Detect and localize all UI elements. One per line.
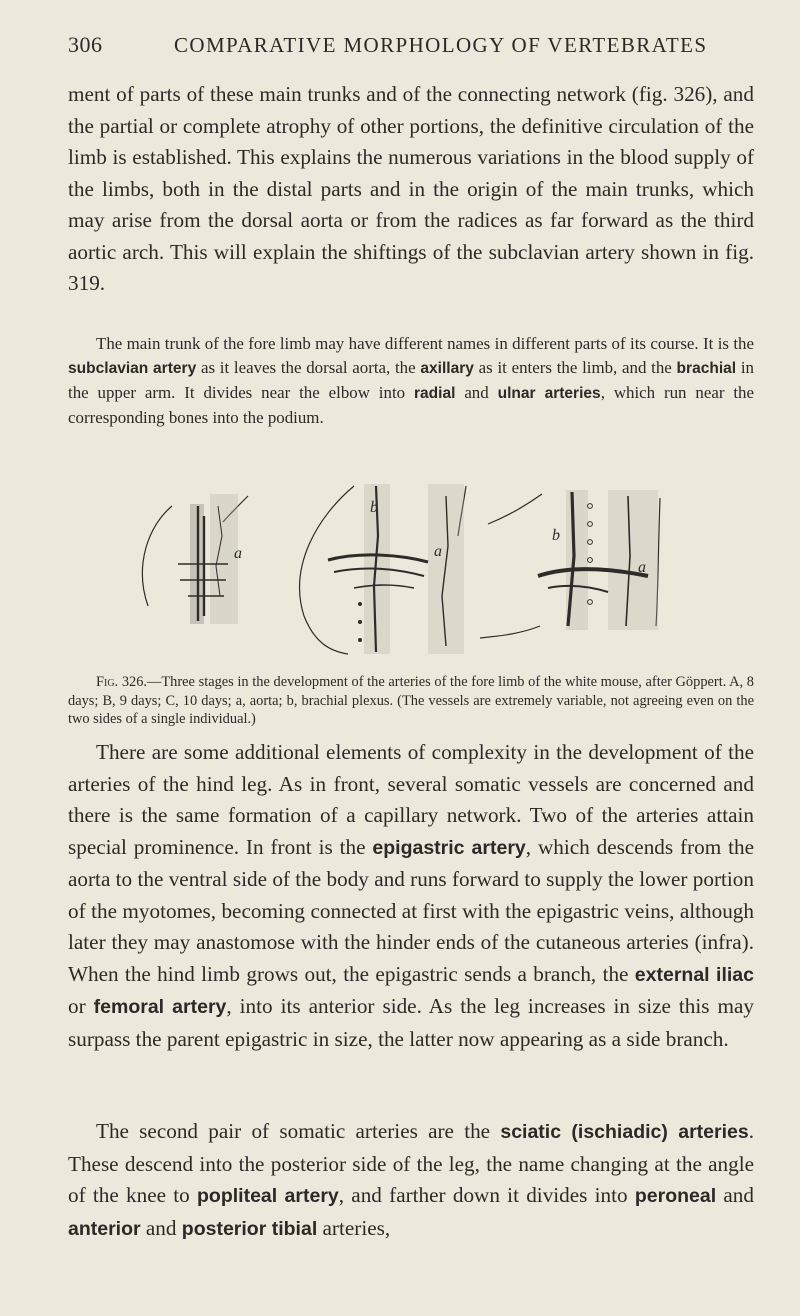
term-anterior: anterior — [68, 1217, 141, 1240]
figure-326-illustration — [128, 476, 676, 664]
label-b-stage-b: b — [370, 499, 378, 516]
term-subclavian: subclavian — [68, 359, 149, 377]
stage-c-outline-top — [488, 494, 542, 524]
text-run: or — [68, 994, 94, 1018]
term-femoral-artery: femoral artery — [93, 996, 227, 1018]
label-a-stage-b: a — [434, 543, 442, 560]
figure-caption — [68, 673, 754, 729]
term-artery: artery — [153, 359, 197, 377]
text-run: , and farther down it divides into — [338, 1183, 635, 1207]
term-sciatic-arteries: sciatic (ischiadic) arteries — [500, 1121, 749, 1143]
text-run: and — [140, 1215, 182, 1240]
stage-c-outline-bottom — [480, 626, 540, 638]
term-axillary: axillary — [420, 359, 474, 377]
text-run: as it enters the limb, and the — [473, 357, 677, 377]
term-posterior-tibial: posterior tibial — [181, 1217, 318, 1240]
term-brachial: brachial — [676, 359, 737, 377]
term-radial: radial — [413, 384, 456, 402]
running-title: COMPARATIVE MORPHOLOGY OF VERTEBRATES — [174, 33, 708, 57]
text-run: arteries, — [317, 1215, 391, 1240]
page-number: 306 — [68, 32, 103, 57]
caption-label: Fig. 326. — [96, 674, 147, 690]
paragraph-hind-leg-arteries — [68, 737, 754, 1055]
paragraph-sciatic-arteries — [68, 1116, 754, 1245]
caption-text: —Three stages in the development of the arteries of the fore limb of the white mouse, after Göppert. A, 8 days; B, 9 days; C, 10 days; a, aorta; b, brachial plexus. (The vessels are extremely variable, not agreeing even on the two sides of a single individual.) — [68, 674, 754, 728]
term-popliteal-artery: popliteal artery — [197, 1185, 339, 1207]
text-run: , which descends from the aorta to the ventral side of the body and runs forward to supply the lower portion of the myotomes, becoming connected at first with the epigastric veins, although later they may anastomose with the hinder ends of the cutaneous arteries (infra). When the hind limb grows out, the epigastric sends a branch, the — [68, 834, 755, 986]
stage-a-vessels — [178, 494, 238, 624]
text-run: , into its anterior side. As the leg increases in size this may surpass the parent epigastric in size, the latter now appearing as a side branch. — [68, 994, 754, 1051]
text-run: in the upper arm. It divides near the elbow into — [68, 357, 754, 402]
text-run: , which run near the corresponding bones into the podium. — [68, 382, 754, 427]
label-a-stage-a: a — [234, 545, 242, 562]
term-epigastric-artery: epigastric artery — [372, 836, 526, 859]
term-external-iliac: external iliac — [634, 963, 754, 986]
term-ulnar-arteries: ulnar arteries — [497, 384, 601, 402]
stage-b-vessels — [328, 484, 464, 654]
paragraph-limb-circulation: ment of parts of these main trunks and of the connecting network (fig. 326), and the partial or complete atrophy of other portions, the definitive circulation of the limb is established. This explains the numerous variations in the blood supply of the limbs, both in the distal parts and in the origin of the main trunks, which may arise from the dorsal aorta or from the radices as far forward as the third aortic arch. This will explain the shiftings of the subclavian artery shown in fig. 319. — [68, 82, 754, 295]
text-run: The main trunk of the fore limb may have different names in different parts of its course. It is the — [96, 334, 754, 353]
text-run: and — [716, 1183, 754, 1207]
running-header — [68, 32, 754, 58]
label-a-stage-c: a — [638, 559, 646, 576]
text-run: The second pair of somatic arteries are the — [96, 1119, 501, 1143]
text-run: . These descend into the posterior side of the leg, the name changing at the angle of the knee to — [68, 1119, 754, 1207]
term-peroneal: peroneal — [634, 1185, 717, 1207]
stage-a-outline — [142, 506, 172, 606]
text-run: and — [455, 382, 498, 402]
label-b-stage-c: b — [552, 527, 560, 544]
paragraph-fore-limb-trunk — [68, 332, 754, 430]
text-run: There are some additional elements of complexity in the development of the arteries of the hind leg. As in front, several somatic vessels are concerned and there is the same formation of a capillary network. Two of the arteries attain special prominence. In front is the — [68, 740, 754, 859]
text-run: as it leaves the dorsal aorta, the — [196, 357, 421, 377]
